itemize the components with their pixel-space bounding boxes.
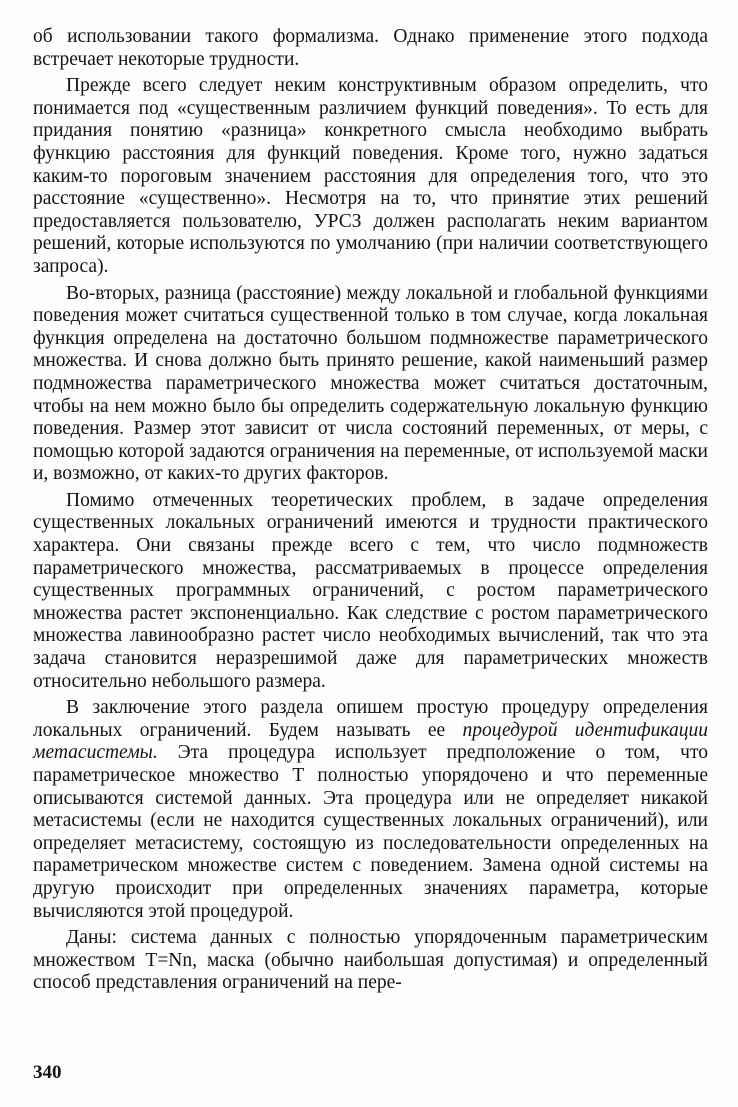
paragraph-5 (33, 697, 708, 923)
paragraph-4: Помимо отмеченных теоретических проблем, в задаче определения существенных локальных ограничений имеются и трудности практического характера. Они связаны прежде всего с тем, что число подмножеств параметрического множества, рассматриваемых в процессе определения существенных программных ограничений, с ростом параметрического множества растет экспоненциально. Как следствие с ростом параметрического множества лавинообразно растет число необходимых вычислений, так что эта задача становится неразрешимой даже для параметрических множеств относительно небольшого размера. (33, 489, 708, 692)
paragraph-2: Прежде всего следует неким конструктивным образом определить, что понимается под «существенным различием функций поведения». То есть для придания понятию «разница» конкретного смысла необходимо выбрать функцию расстояния для функций поведения. Кроме того, нужно задаться каким-то пороговым значением расстояния для определения того, что это расстояние «существенно». Несмотря на то, что принятие этих решений предоставляется пользователю, УРСЗ должен располагать неким вариантом решений, которые используются по умолчанию (при наличии соответствующего запроса). (33, 75, 708, 277)
paragraph-5-rest: Эта процедура использует предположение о том, что параметрическое множество T полностью упорядочено и что переменные описываются системой данных. Эта процедура или не определяет никакой метасистемы (если не находится существенных локальных ограничений), или определяет метасистему, состоящую из последовательности определенных на параметрическом множестве систем с поведением. Замена одной системы на другую происходит при определенных значениях параметра, которые вычисляются этой процедурой. (33, 742, 708, 922)
paragraph-1: об использовании такого формализма. Однако применение этого подхода встречает некоторые трудности. (33, 26, 708, 70)
paragraph-6: Даны: система данных с полностью упорядоченным параметрическим множеством T=Nn, маска (обычно наибольшая допустимая) и определенный способ представления ограничений на пере- (33, 927, 708, 994)
paragraph-5-lead: В заключение этого раздела опишем простую процедуру определения локальных ограничений. Будем называть ее (33, 697, 708, 741)
body-text (33, 26, 708, 999)
paragraph-3: Во-вторых, разница (расстояние) между локальной и глобальной функциями поведения может считаться существенной только в том случае, когда локальная функция определена на достаточно большом подмножестве параметрического множества. И снова должно быть принято решение, какой наименьший размер подмножества параметрического множества может считаться достаточным, чтобы на нем можно было бы определить содержательную локальную функцию поведения. Размер этот зависит от числа состояний переменных, от меры, с помощью которой задаются ограничения на переменные, от используемой маски и, возможно, от каких-то других факторов. (33, 282, 708, 485)
page-number: 340 (33, 1062, 62, 1083)
emphasized-term: процедурой идентификации метасистемы. (33, 719, 709, 764)
